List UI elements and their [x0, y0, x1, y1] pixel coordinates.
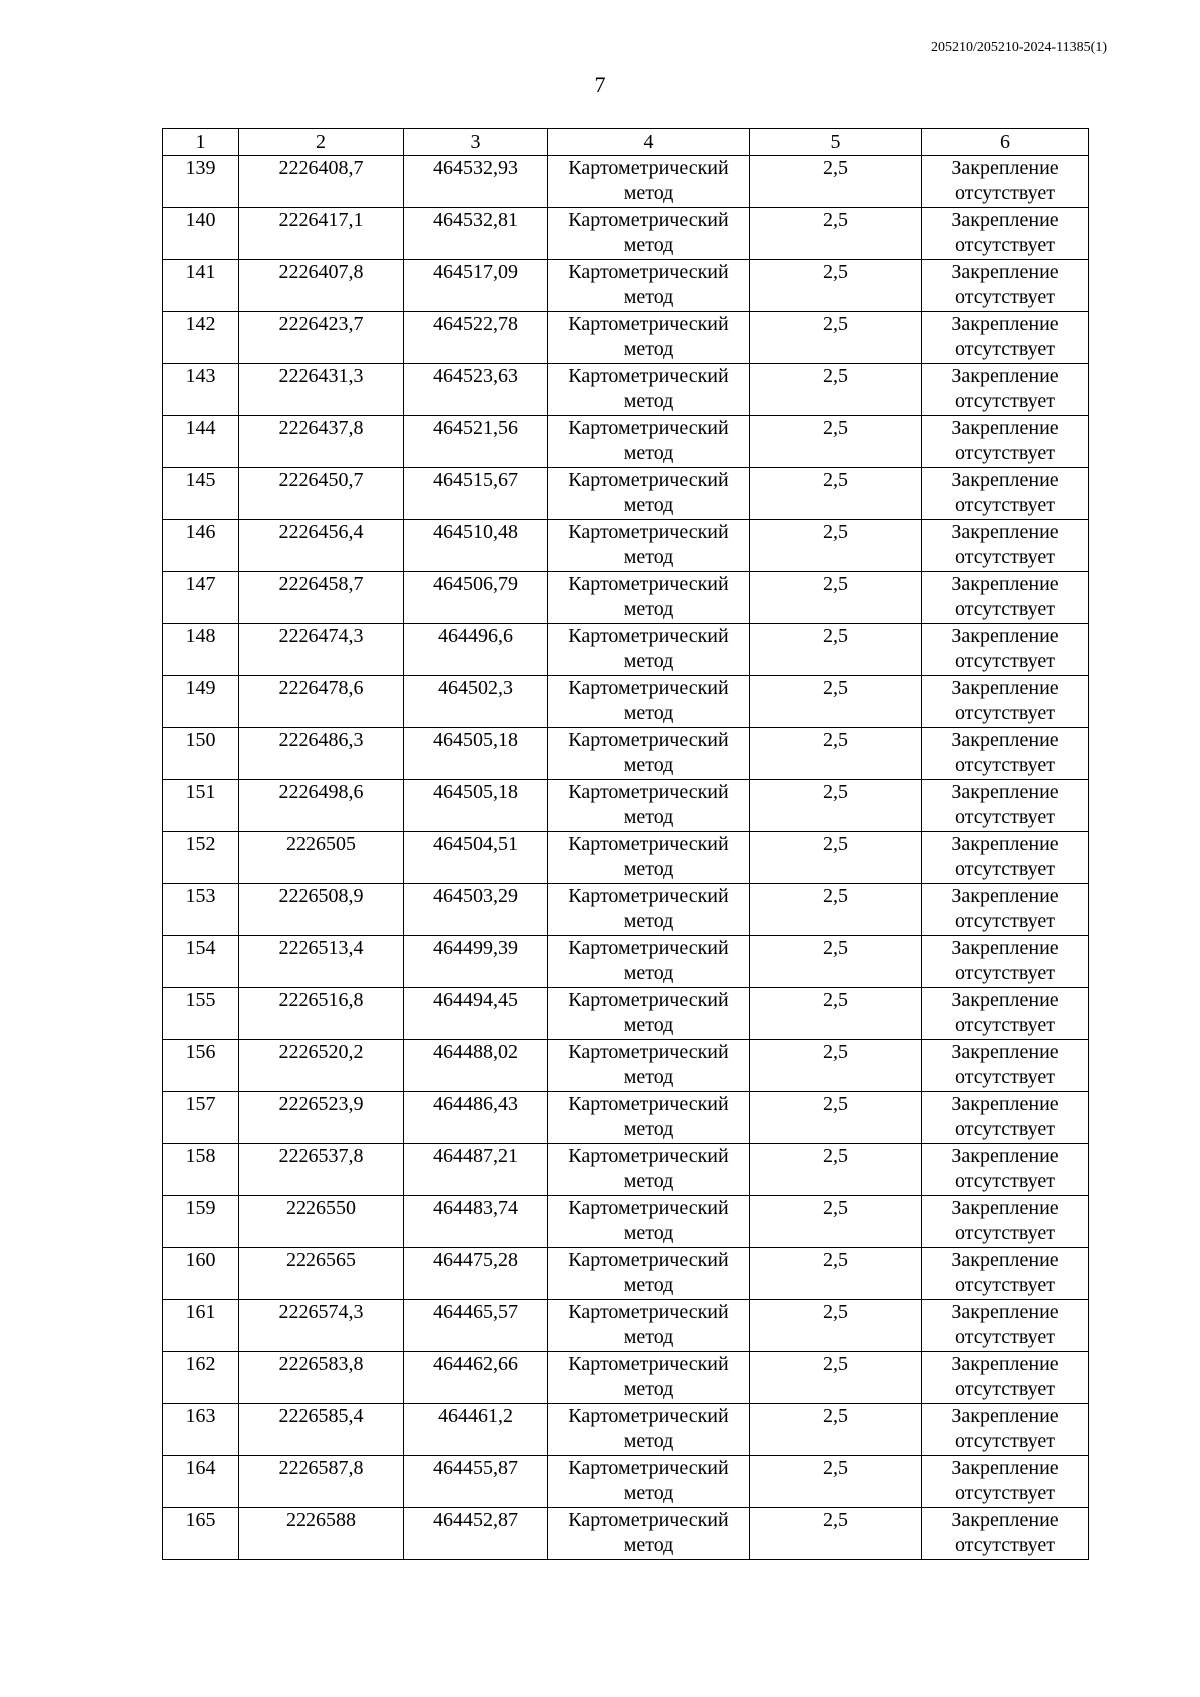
fixing-description-cell: Закрепление отсутствует — [922, 832, 1089, 884]
y-coordinate-cell: 464521,56 — [404, 416, 548, 468]
x-coordinate-cell: 2226498,6 — [239, 780, 404, 832]
fixing-description-cell: Закрепление отсутствует — [922, 1404, 1089, 1456]
y-coordinate-cell: 464461,2 — [404, 1404, 548, 1456]
method-cell: Картометрический метод — [548, 676, 750, 728]
y-coordinate-cell: 464503,29 — [404, 884, 548, 936]
accuracy-cell: 2,5 — [750, 1508, 922, 1560]
method-cell: Картометрический метод — [548, 1196, 750, 1248]
accuracy-cell: 2,5 — [750, 416, 922, 468]
x-coordinate-cell: 2226565 — [239, 1248, 404, 1300]
method-cell: Картометрический метод — [548, 468, 750, 520]
method-cell: Картометрический метод — [548, 416, 750, 468]
point-number-cell: 144 — [163, 416, 239, 468]
accuracy-cell: 2,5 — [750, 624, 922, 676]
point-number-cell: 153 — [163, 884, 239, 936]
x-coordinate-cell: 2226437,8 — [239, 416, 404, 468]
fixing-description-cell: Закрепление отсутствует — [922, 364, 1089, 416]
method-cell: Картометрический метод — [548, 624, 750, 676]
table-row — [163, 780, 1089, 832]
fixing-description-cell: Закрепление отсутствует — [922, 156, 1089, 208]
fixing-description-cell: Закрепление отсутствует — [922, 1352, 1089, 1404]
x-coordinate-cell: 2226588 — [239, 1508, 404, 1560]
x-coordinate-cell: 2226458,7 — [239, 572, 404, 624]
method-cell: Картометрический метод — [548, 364, 750, 416]
accuracy-cell: 2,5 — [750, 1040, 922, 1092]
x-coordinate-cell: 2226513,4 — [239, 936, 404, 988]
table-row — [163, 1300, 1089, 1352]
method-cell: Картометрический метод — [548, 1300, 750, 1352]
y-coordinate-cell: 464496,6 — [404, 624, 548, 676]
x-coordinate-cell: 2226508,9 — [239, 884, 404, 936]
method-cell: Картометрический метод — [548, 780, 750, 832]
point-number-cell: 161 — [163, 1300, 239, 1352]
point-number-cell: 160 — [163, 1248, 239, 1300]
table-row — [163, 208, 1089, 260]
x-coordinate-cell: 2226585,4 — [239, 1404, 404, 1456]
y-coordinate-cell: 464483,74 — [404, 1196, 548, 1248]
accuracy-cell: 2,5 — [750, 1352, 922, 1404]
fixing-description-cell: Закрепление отсутствует — [922, 416, 1089, 468]
method-cell: Картометрический метод — [548, 1040, 750, 1092]
method-cell: Картометрический метод — [548, 1144, 750, 1196]
method-cell: Картометрический метод — [548, 1352, 750, 1404]
y-coordinate-cell: 464462,66 — [404, 1352, 548, 1404]
y-coordinate-cell: 464510,48 — [404, 520, 548, 572]
point-number-cell: 163 — [163, 1404, 239, 1456]
y-coordinate-cell: 464486,43 — [404, 1092, 548, 1144]
method-cell: Картометрический метод — [548, 1248, 750, 1300]
x-coordinate-cell: 2226450,7 — [239, 468, 404, 520]
fixing-description-cell: Закрепление отсутствует — [922, 728, 1089, 780]
accuracy-cell: 2,5 — [750, 1144, 922, 1196]
point-number-cell: 140 — [163, 208, 239, 260]
x-coordinate-cell: 2226478,6 — [239, 676, 404, 728]
fixing-description-cell: Закрепление отсутствует — [922, 1508, 1089, 1560]
y-coordinate-cell: 464475,28 — [404, 1248, 548, 1300]
table-row — [163, 1508, 1089, 1560]
x-coordinate-cell: 2226408,7 — [239, 156, 404, 208]
point-number-cell: 147 — [163, 572, 239, 624]
fixing-description-cell: Закрепление отсутствует — [922, 1300, 1089, 1352]
x-coordinate-cell: 2226587,8 — [239, 1456, 404, 1508]
accuracy-cell: 2,5 — [750, 312, 922, 364]
x-coordinate-cell: 2226423,7 — [239, 312, 404, 364]
fixing-description-cell: Закрепление отсутствует — [922, 780, 1089, 832]
x-coordinate-cell: 2226474,3 — [239, 624, 404, 676]
method-cell: Картометрический метод — [548, 1508, 750, 1560]
point-number-cell: 149 — [163, 676, 239, 728]
accuracy-cell: 2,5 — [750, 364, 922, 416]
point-number-cell: 141 — [163, 260, 239, 312]
y-coordinate-cell: 464505,18 — [404, 728, 548, 780]
x-coordinate-cell: 2226583,8 — [239, 1352, 404, 1404]
method-cell: Картометрический метод — [548, 208, 750, 260]
accuracy-cell: 2,5 — [750, 780, 922, 832]
y-coordinate-cell: 464455,87 — [404, 1456, 548, 1508]
y-coordinate-cell: 464494,45 — [404, 988, 548, 1040]
point-number-cell: 156 — [163, 1040, 239, 1092]
table-row — [163, 260, 1089, 312]
y-coordinate-cell: 464465,57 — [404, 1300, 548, 1352]
fixing-description-cell: Закрепление отсутствует — [922, 208, 1089, 260]
table-row — [163, 416, 1089, 468]
table-row — [163, 624, 1089, 676]
table-header-row — [163, 129, 1089, 156]
method-cell: Картометрический метод — [548, 312, 750, 364]
y-coordinate-cell: 464532,81 — [404, 208, 548, 260]
accuracy-cell: 2,5 — [750, 832, 922, 884]
table-row — [163, 312, 1089, 364]
method-cell: Картометрический метод — [548, 884, 750, 936]
table-row — [163, 1404, 1089, 1456]
accuracy-cell: 2,5 — [750, 1196, 922, 1248]
y-coordinate-cell: 464452,87 — [404, 1508, 548, 1560]
fixing-description-cell: Закрепление отсутствует — [922, 988, 1089, 1040]
fixing-description-cell: Закрепление отсутствует — [922, 572, 1089, 624]
point-number-cell: 158 — [163, 1144, 239, 1196]
y-coordinate-cell: 464488,02 — [404, 1040, 548, 1092]
point-number-cell: 146 — [163, 520, 239, 572]
x-coordinate-cell: 2226523,9 — [239, 1092, 404, 1144]
point-number-cell: 155 — [163, 988, 239, 1040]
fixing-description-cell: Закрепление отсутствует — [922, 312, 1089, 364]
method-cell: Картометрический метод — [548, 156, 750, 208]
table-row — [163, 1196, 1089, 1248]
accuracy-cell: 2,5 — [750, 1248, 922, 1300]
y-coordinate-cell: 464532,93 — [404, 156, 548, 208]
column-header: 2 — [239, 129, 404, 156]
table-row — [163, 1040, 1089, 1092]
column-header: 6 — [922, 129, 1089, 156]
method-cell: Картометрический метод — [548, 1456, 750, 1508]
y-coordinate-cell: 464502,3 — [404, 676, 548, 728]
y-coordinate-cell: 464506,79 — [404, 572, 548, 624]
accuracy-cell: 2,5 — [750, 676, 922, 728]
column-header: 5 — [750, 129, 922, 156]
accuracy-cell: 2,5 — [750, 1300, 922, 1352]
table-row — [163, 832, 1089, 884]
fixing-description-cell: Закрепление отсутствует — [922, 676, 1089, 728]
table-row — [163, 936, 1089, 988]
table-row — [163, 572, 1089, 624]
x-coordinate-cell: 2226431,3 — [239, 364, 404, 416]
accuracy-cell: 2,5 — [750, 988, 922, 1040]
point-number-cell: 145 — [163, 468, 239, 520]
point-number-cell: 162 — [163, 1352, 239, 1404]
x-coordinate-cell: 2226505 — [239, 832, 404, 884]
document-id: 205210/205210-2024-11385(1) — [930, 40, 1107, 55]
accuracy-cell: 2,5 — [750, 468, 922, 520]
point-number-cell: 152 — [163, 832, 239, 884]
y-coordinate-cell: 464522,78 — [404, 312, 548, 364]
x-coordinate-cell: 2226574,3 — [239, 1300, 404, 1352]
point-number-cell: 165 — [163, 1508, 239, 1560]
x-coordinate-cell: 2226537,8 — [239, 1144, 404, 1196]
y-coordinate-cell: 464523,63 — [404, 364, 548, 416]
fixing-description-cell: Закрепление отсутствует — [922, 1040, 1089, 1092]
point-number-cell: 151 — [163, 780, 239, 832]
point-number-cell: 164 — [163, 1456, 239, 1508]
y-coordinate-cell: 464515,67 — [404, 468, 548, 520]
accuracy-cell: 2,5 — [750, 1456, 922, 1508]
fixing-description-cell: Закрепление отсутствует — [922, 884, 1089, 936]
point-number-cell: 150 — [163, 728, 239, 780]
accuracy-cell: 2,5 — [750, 728, 922, 780]
accuracy-cell: 2,5 — [750, 572, 922, 624]
table-row — [163, 1248, 1089, 1300]
fixing-description-cell: Закрепление отсутствует — [922, 260, 1089, 312]
point-number-cell: 143 — [163, 364, 239, 416]
x-coordinate-cell: 2226520,2 — [239, 1040, 404, 1092]
y-coordinate-cell: 464517,09 — [404, 260, 548, 312]
table-row — [163, 728, 1089, 780]
y-coordinate-cell: 464504,51 — [404, 832, 548, 884]
column-header: 3 — [404, 129, 548, 156]
method-cell: Картометрический метод — [548, 832, 750, 884]
method-cell: Картометрический метод — [548, 936, 750, 988]
y-coordinate-cell: 464505,18 — [404, 780, 548, 832]
table-row — [163, 156, 1089, 208]
accuracy-cell: 2,5 — [750, 1092, 922, 1144]
column-header: 1 — [163, 129, 239, 156]
page-number: 7 — [594, 72, 606, 97]
table-row — [163, 1144, 1089, 1196]
accuracy-cell: 2,5 — [750, 936, 922, 988]
y-coordinate-cell: 464499,39 — [404, 936, 548, 988]
method-cell: Картометрический метод — [548, 520, 750, 572]
table-row — [163, 1456, 1089, 1508]
fixing-description-cell: Закрепление отсутствует — [922, 624, 1089, 676]
accuracy-cell: 2,5 — [750, 884, 922, 936]
point-number-cell: 142 — [163, 312, 239, 364]
x-coordinate-cell: 2226486,3 — [239, 728, 404, 780]
fixing-description-cell: Закрепление отсутствует — [922, 1248, 1089, 1300]
method-cell: Картометрический метод — [548, 988, 750, 1040]
x-coordinate-cell: 2226456,4 — [239, 520, 404, 572]
table-body — [163, 156, 1089, 1560]
table-row — [163, 676, 1089, 728]
fixing-description-cell: Закрепление отсутствует — [922, 1144, 1089, 1196]
point-number-cell: 139 — [163, 156, 239, 208]
point-number-cell: 148 — [163, 624, 239, 676]
table-row — [163, 884, 1089, 936]
accuracy-cell: 2,5 — [750, 156, 922, 208]
method-cell: Картометрический метод — [548, 572, 750, 624]
method-cell: Картометрический метод — [548, 1404, 750, 1456]
point-number-cell: 154 — [163, 936, 239, 988]
table-row — [163, 468, 1089, 520]
column-header: 4 — [548, 129, 750, 156]
fixing-description-cell: Закрепление отсутствует — [922, 520, 1089, 572]
accuracy-cell: 2,5 — [750, 520, 922, 572]
x-coordinate-cell: 2226550 — [239, 1196, 404, 1248]
fixing-description-cell: Закрепление отсутствует — [922, 1196, 1089, 1248]
method-cell: Картометрический метод — [548, 728, 750, 780]
accuracy-cell: 2,5 — [750, 1404, 922, 1456]
point-number-cell: 157 — [163, 1092, 239, 1144]
x-coordinate-cell: 2226407,8 — [239, 260, 404, 312]
table-row — [163, 1352, 1089, 1404]
x-coordinate-cell: 2226516,8 — [239, 988, 404, 1040]
table-row — [163, 1092, 1089, 1144]
x-coordinate-cell: 2226417,1 — [239, 208, 404, 260]
accuracy-cell: 2,5 — [750, 260, 922, 312]
fixing-description-cell: Закрепление отсутствует — [922, 1092, 1089, 1144]
table-row — [163, 364, 1089, 416]
coordinates-table — [162, 128, 1089, 1560]
method-cell: Картометрический метод — [548, 260, 750, 312]
y-coordinate-cell: 464487,21 — [404, 1144, 548, 1196]
method-cell: Картометрический метод — [548, 1092, 750, 1144]
fixing-description-cell: Закрепление отсутствует — [922, 468, 1089, 520]
accuracy-cell: 2,5 — [750, 208, 922, 260]
fixing-description-cell: Закрепление отсутствует — [922, 936, 1089, 988]
table-row — [163, 520, 1089, 572]
table-row — [163, 988, 1089, 1040]
fixing-description-cell: Закрепление отсутствует — [922, 1456, 1089, 1508]
point-number-cell: 159 — [163, 1196, 239, 1248]
